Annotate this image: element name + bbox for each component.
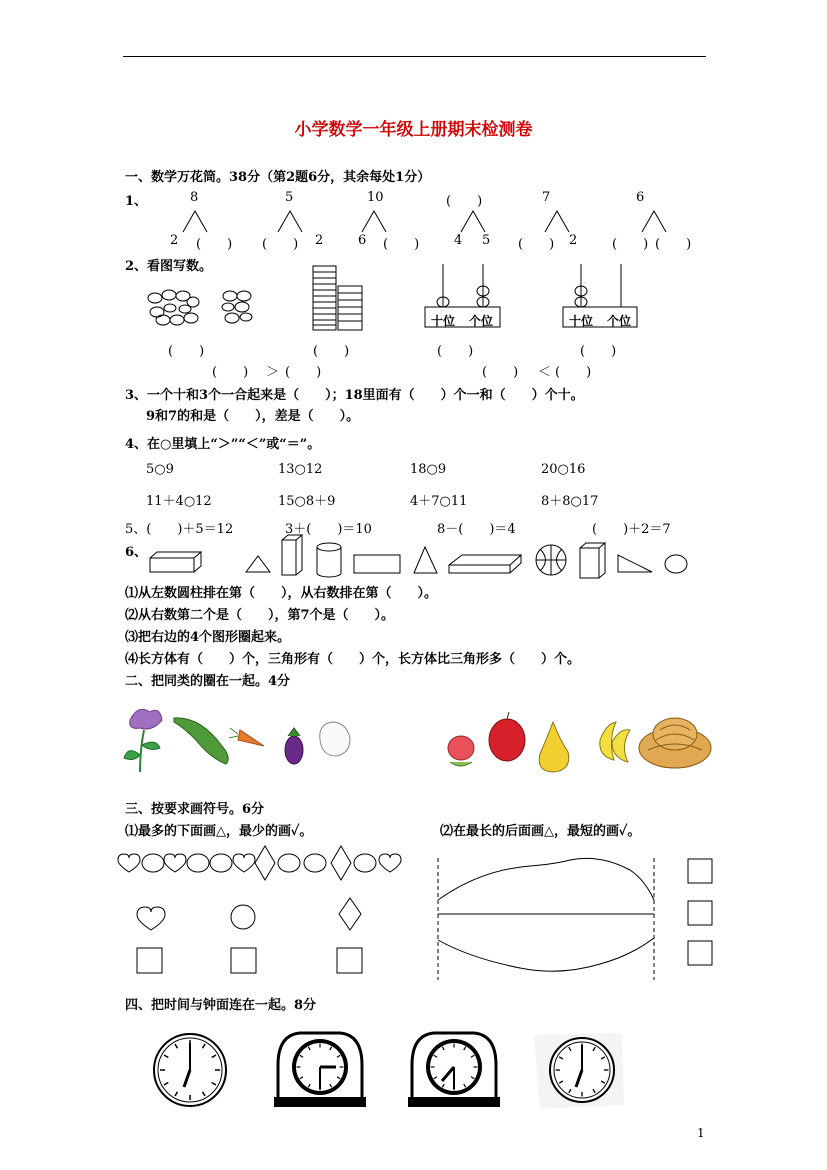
q4-item-4[interactable]: 20○16: [541, 462, 586, 477]
circle-icon: [231, 905, 255, 929]
q2-compare-right-b[interactable]: ( ): [555, 365, 592, 380]
cuboid-tall: [282, 535, 302, 575]
page-number: 1: [697, 1126, 705, 1140]
q2-compare-left-op: ＞: [266, 365, 280, 380]
clock-mantel-3: [408, 1033, 500, 1107]
section2-pictures: [0, 700, 827, 790]
pear-picture: [539, 722, 568, 772]
q4-item-8[interactable]: 8＋8○17: [541, 494, 599, 509]
q4-item-2[interactable]: 13○12: [278, 462, 323, 477]
q1-bottom-6a[interactable]: ( ): [612, 237, 649, 252]
q1-top-3: 10: [367, 190, 384, 205]
eggplant-picture: [285, 728, 303, 764]
q1-label: 1、: [125, 194, 148, 209]
answer-box-circle: [231, 948, 256, 973]
q1-bottom-4b: 5: [482, 233, 491, 248]
q1-bottom-5b: 2: [569, 233, 578, 248]
heart-icon: [137, 907, 165, 930]
q1-bottom-2b: 2: [315, 233, 324, 248]
rectangle-flat: [354, 555, 400, 573]
basketball: [536, 545, 566, 575]
header-rule: [123, 56, 706, 57]
abacus1-ones-label: 个位: [469, 314, 494, 328]
q1-top-6: 6: [636, 190, 645, 205]
section3-heading: 三、按要求画符号。6分: [125, 802, 265, 817]
q4-item-5[interactable]: 11＋4○12: [146, 494, 212, 509]
q1-top-1: 8: [190, 190, 199, 205]
line-comparison: [438, 858, 654, 980]
q6-line1: ⑴从左数圆柱排在第（ ），从右数排在第（ ）。: [125, 586, 438, 601]
q1-bottom-5a[interactable]: ( ): [518, 237, 555, 252]
q6-line2: ⑵从右数第二个是（ ），第7个是（ ）。: [125, 608, 395, 623]
q2-blank-2[interactable]: ( ): [313, 344, 350, 359]
q1-bottom-4a: 4: [454, 233, 463, 248]
q4-item-6[interactable]: 15○8＋9: [278, 494, 336, 509]
cuboid-flat: [449, 555, 521, 573]
q4-item-3[interactable]: 18○9: [410, 462, 447, 477]
q3-line1: 3、一个十和3个一合起来是（ ）；18里面有（ ）个一和（ ）个十。: [125, 388, 584, 403]
q3-line2: 9和7的和是（ ），差是（ ）。: [146, 409, 360, 424]
q1-bottom-3b[interactable]: ( ): [383, 237, 420, 252]
clock-face-1: [154, 1034, 226, 1106]
q1-bottom-2a[interactable]: ( ): [262, 237, 299, 252]
section3-sub1: ⑴最多的下面画△，最少的画✓。: [125, 824, 313, 839]
answer-box-bottom: [688, 941, 712, 965]
q6-line3: ⑶把右边的4个图形圈起来。: [125, 630, 291, 645]
clock-row: [0, 1025, 827, 1115]
q4-item-1[interactable]: 5○9: [146, 462, 174, 477]
circle-group-six: [222, 291, 252, 323]
q2-label: 2、看图写数。: [125, 259, 213, 274]
cylinder: [317, 543, 341, 577]
clock-mantel-2: [274, 1033, 366, 1107]
answer-box-heart: [137, 948, 162, 973]
page-title: 小学数学一年级上册期末检测卷: [294, 120, 533, 140]
q6-line4: ⑷长方体有（ ）个，三角形有（ ）个，长方体比三角形多（ ）个。: [125, 652, 581, 667]
answer-box-top: [688, 859, 712, 883]
abacus1-tens-label: 十位: [431, 314, 456, 328]
right-triangle: [618, 555, 652, 572]
q5-item-2[interactable]: 3＋( )＝10: [285, 522, 372, 537]
q5-item-1[interactable]: 5、( )＋5＝12: [125, 522, 234, 537]
carrot-picture: [229, 728, 264, 746]
q4-label: 4、在○里填上“＞”“＜”或“＝”。: [125, 437, 321, 452]
section3-sub2: ⑵在最长的后面画△，最短的画✓。: [440, 824, 641, 839]
peach-picture: [448, 736, 474, 766]
q1-top-4[interactable]: ( ): [446, 194, 483, 209]
q2-blank-4[interactable]: ( ): [580, 344, 617, 359]
q5-item-4[interactable]: ( )＋2＝7: [592, 522, 671, 537]
oval: [665, 555, 687, 573]
circle-group-ten: [148, 290, 199, 325]
answer-box-diamond: [337, 948, 362, 973]
q1-bottom-1b[interactable]: ( ): [196, 237, 233, 252]
cuboid-long: [150, 552, 201, 572]
diamond-icon: [339, 898, 361, 930]
q2-blank-1[interactable]: ( ): [168, 344, 205, 359]
q2-compare-left-b[interactable]: ( ): [285, 365, 322, 380]
section3-drawings: [0, 840, 827, 990]
flower-picture: [124, 709, 162, 772]
q1-bottom-6b[interactable]: ( ): [655, 237, 692, 252]
q2-blank-3[interactable]: ( ): [437, 344, 474, 359]
apple-picture: [489, 712, 525, 761]
q1-bottom-3a: 6: [358, 233, 367, 248]
q2-compare-right-op: ＜: [538, 365, 552, 380]
q1-top-5: 7: [542, 190, 551, 205]
banana-picture: [600, 722, 630, 762]
q6-label: 6、: [125, 545, 148, 560]
q2-pictures: [0, 262, 827, 342]
triangle-small: [246, 556, 270, 572]
bread-picture: [639, 718, 711, 768]
shape-row: [118, 846, 401, 880]
q5-item-3[interactable]: 8－( )＝4: [437, 522, 516, 537]
triangle-tall: [414, 547, 437, 573]
clock-face-4: [534, 1033, 624, 1109]
q2-compare-left-a[interactable]: ( ): [212, 365, 249, 380]
section1-heading: 一、数学万花筒。38分（第2题6分，其余每处1分）: [125, 170, 431, 185]
cube: [580, 543, 605, 578]
abacus2-ones-label: 个位: [607, 314, 632, 328]
answer-box-middle: [688, 901, 712, 925]
abacus2-tens-label: 十位: [569, 314, 594, 328]
cucumber-picture: [174, 718, 228, 764]
q2-compare-right-a[interactable]: ( ): [482, 365, 519, 380]
stacked-strips: [313, 266, 362, 330]
section4-heading: 四、把时间与钟面连在一起。8分: [125, 998, 317, 1013]
section2-heading: 二、把同类的圈在一起。4分: [125, 674, 291, 689]
q1-bottom-1a: 2: [170, 233, 179, 248]
q4-item-7[interactable]: 4＋7○11: [410, 494, 468, 509]
q1-top-2: 5: [285, 190, 294, 205]
q6-shapes-row: [0, 535, 827, 585]
cabbage-picture: [320, 722, 350, 756]
